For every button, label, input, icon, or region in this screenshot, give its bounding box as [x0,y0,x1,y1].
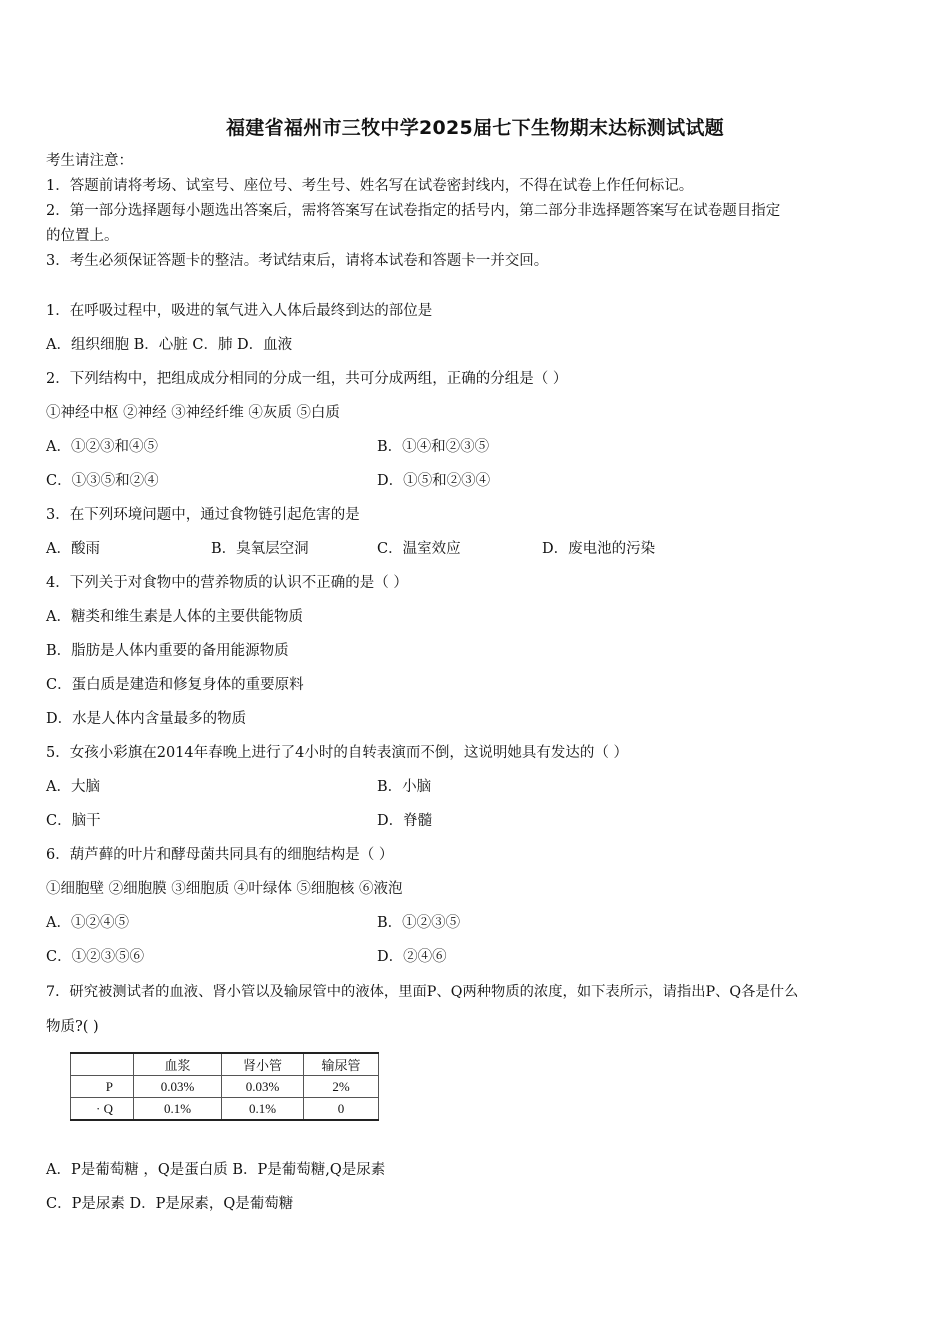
q2-option-b: B．①④和②③⑤ [377,439,490,455]
q7-options-cd: C．P是尿素 D．P是尿素，Q是葡萄糖 [46,1196,294,1212]
q4-option-c: C．蛋白质是建造和修复身体的重要原料 [46,677,304,693]
notice-item: 1．答题前请将考场、试室号、座位号、考生号、姓名写在试卷密封线内，不得在试卷上作任何标记。 [46,178,694,194]
table-cell: 0.1% [222,1098,304,1121]
table-cell: 0.1% [134,1098,222,1121]
table-row [71,1076,379,1098]
notice-item: 的位置上。 [46,228,119,244]
q5-option-b: B．小脑 [377,779,432,795]
q2-option-c: C．①③⑤和②④ [46,473,159,489]
q4-option-d: D．水是人体内含量最多的物质 [46,711,247,727]
q6-option-c: C．①②③⑤⑥ [46,949,145,965]
q6-option-b: B．①②③⑤ [377,915,461,931]
page-title: 福建省福州市三牧中学2025届七下生物期末达标测试试题 [226,117,724,139]
notice-heading: 考生请注意： [46,153,133,169]
q3-option-a: A．酸雨 [46,541,100,557]
table-header-row [71,1053,379,1076]
table-cell: 0.03% [134,1076,222,1098]
q7-stem-cont: 物质?( ) [46,1019,99,1035]
q2-option-a: A．①②③和④⑤ [46,439,158,455]
table-row [71,1098,379,1121]
table-cell: · Q [71,1098,134,1121]
notice-item: 2．第一部分选择题每小题选出答案后，需将答案写在试卷指定的括号内，第二部分非选择题答案写在试卷题目指定 [46,203,781,219]
q3-stem: 3．在下列环境问题中，通过食物链引起危害的是 [46,507,360,523]
q5-stem: 5．女孩小彩旗在2014年春晚上进行了4小时的自转表演而不倒，这说明她具有发达的（ ） [46,745,628,761]
table-cell: 2% [304,1076,379,1098]
q5-option-d: D．脊髓 [377,813,433,829]
q6-items: ①细胞壁 ②细胞膜 ③细胞质 ④叶绿体 ⑤细胞核 ⑥液泡 [46,881,403,897]
table-header-cell: 血浆 [134,1053,222,1076]
notice-item: 3．考生必须保证答题卡的整洁。考试结束后，请将本试卷和答题卡一并交回。 [46,253,549,269]
q5-option-a: A．大脑 [46,779,100,795]
q3-option-b: B．臭氧层空洞 [211,541,309,557]
q7-stem: 7．研究被测试者的血液、肾小管以及输尿管中的液体，里面P、Q两种物质的浓度，如下表所示，请指出P、Q各是什么 [46,984,799,1000]
q3-option-d: D．废电池的污染 [542,541,656,557]
q4-stem: 4．下列关于对食物中的营养物质的认识不正确的是（ ） [46,575,408,591]
q3-option-c: C．温室效应 [377,541,461,557]
q6-option-d: D．②④⑥ [377,949,447,965]
table-cell: 0 [304,1098,379,1121]
q1-stem: 1．在呼吸过程中，吸进的氧气进入人体后最终到达的部位是 [46,303,433,319]
q4-option-b: B．脂肪是人体内重要的备用能源物质 [46,643,289,659]
table-header-cell: 肾小管 [222,1053,304,1076]
q7-options-ab: A．P是葡萄糖 ，Q是蛋白质 B．P是葡萄糖,Q是尿素 [46,1162,386,1178]
table-header-cell: 输尿管 [304,1053,379,1076]
q2-option-d: D．①⑤和②③④ [377,473,491,489]
q6-stem: 6．葫芦藓的叶片和酵母菌共同具有的细胞结构是（ ） [46,847,394,863]
concentration-table [70,1052,379,1121]
q4-option-a: A．糖类和维生素是人体的主要供能物质 [46,609,303,625]
q6-option-a: A．①②④⑤ [46,915,129,931]
q1-options: A．组织细胞 B．心脏 C．肺 D．血液 [46,337,293,353]
table-header-cell [71,1053,134,1076]
q2-stem: 2．下列结构中，把组成成分相同的分成一组，共可分成两组，正确的分组是（ ） [46,371,568,387]
table-cell: 0.03% [222,1076,304,1098]
q5-option-c: C．脑干 [46,813,101,829]
q2-items: ①神经中枢 ②神经 ③神经纤维 ④灰质 ⑤白质 [46,405,340,421]
table-cell: P [71,1076,134,1098]
